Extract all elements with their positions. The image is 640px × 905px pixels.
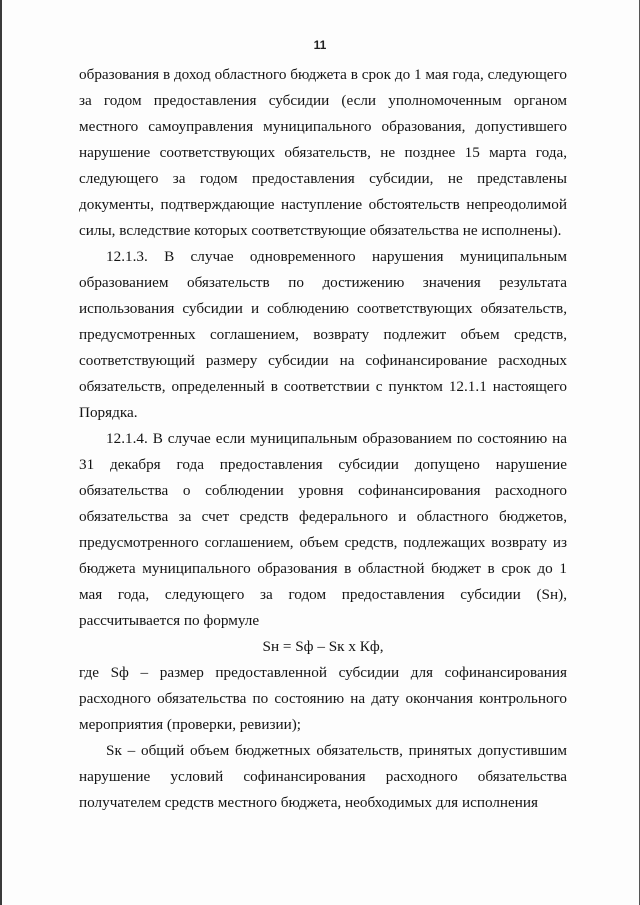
document-body <box>79 62 567 816</box>
paragraph-sk-definition: Sк – общий объем бюджетных обязательств, принятых допустившим нарушение условий софинансирования расходного обязательства получателем средств местного бюджета, необходимых для исполнения <box>79 742 567 811</box>
paragraph-where-sf: где Sф – размер предоставленной субсидии для софинансирования расходного обязательства по состоянию на дату окончания контрольного мероприятия (проверки, ревизии); <box>79 664 567 733</box>
paragraph-12-1-3: 12.1.3. В случае одновременного нарушения муниципальным образованием обязательств по достижению значения результата использования субсидии и соблюдению соответствующих обязательств, предусмотренных соглашением, возврату подлежит объем средств, соответствующий размеру субсидии на софинансирование расходных обязательств, определенный в соответствии с пунктом 12.1.1 настоящего Порядка. <box>79 248 567 421</box>
page-number: 11 <box>313 38 327 52</box>
paragraph-12-1-4: 12.1.4. В случае если муниципальным образованием по состоянию на 31 декабря года предоставления субсидии допущено нарушение обязательства о соблюдении уровня софинансирования расходного обязательства за счет средств федерального и областного бюджетов, предусмотренного соглашением, объем средств, подлежащих возврату из бюджета муниципального образования в областной бюджет в срок до 1 мая года, следующего за годом предоставления субсидии (Sн), рассчитывается по формуле <box>79 430 567 629</box>
formula: Sн = Sф – Sк x Кф, <box>262 638 384 655</box>
paragraph-continuation: образования в доход областного бюджета в срок до 1 мая года, следующего за годом предоставления субсидии (если уполномоченным органом местного самоуправления муниципального образования, допустившего нарушение соответствующих обязательств, не позднее 15 марта года, следующего за годом предоставления субсидии, не представлены документы, подтверждающие наступление обстоятельств непреодолимой силы, вследствие которых соответствующие обязательства не исполнены). <box>79 66 567 239</box>
scan-edge-left <box>0 0 2 905</box>
